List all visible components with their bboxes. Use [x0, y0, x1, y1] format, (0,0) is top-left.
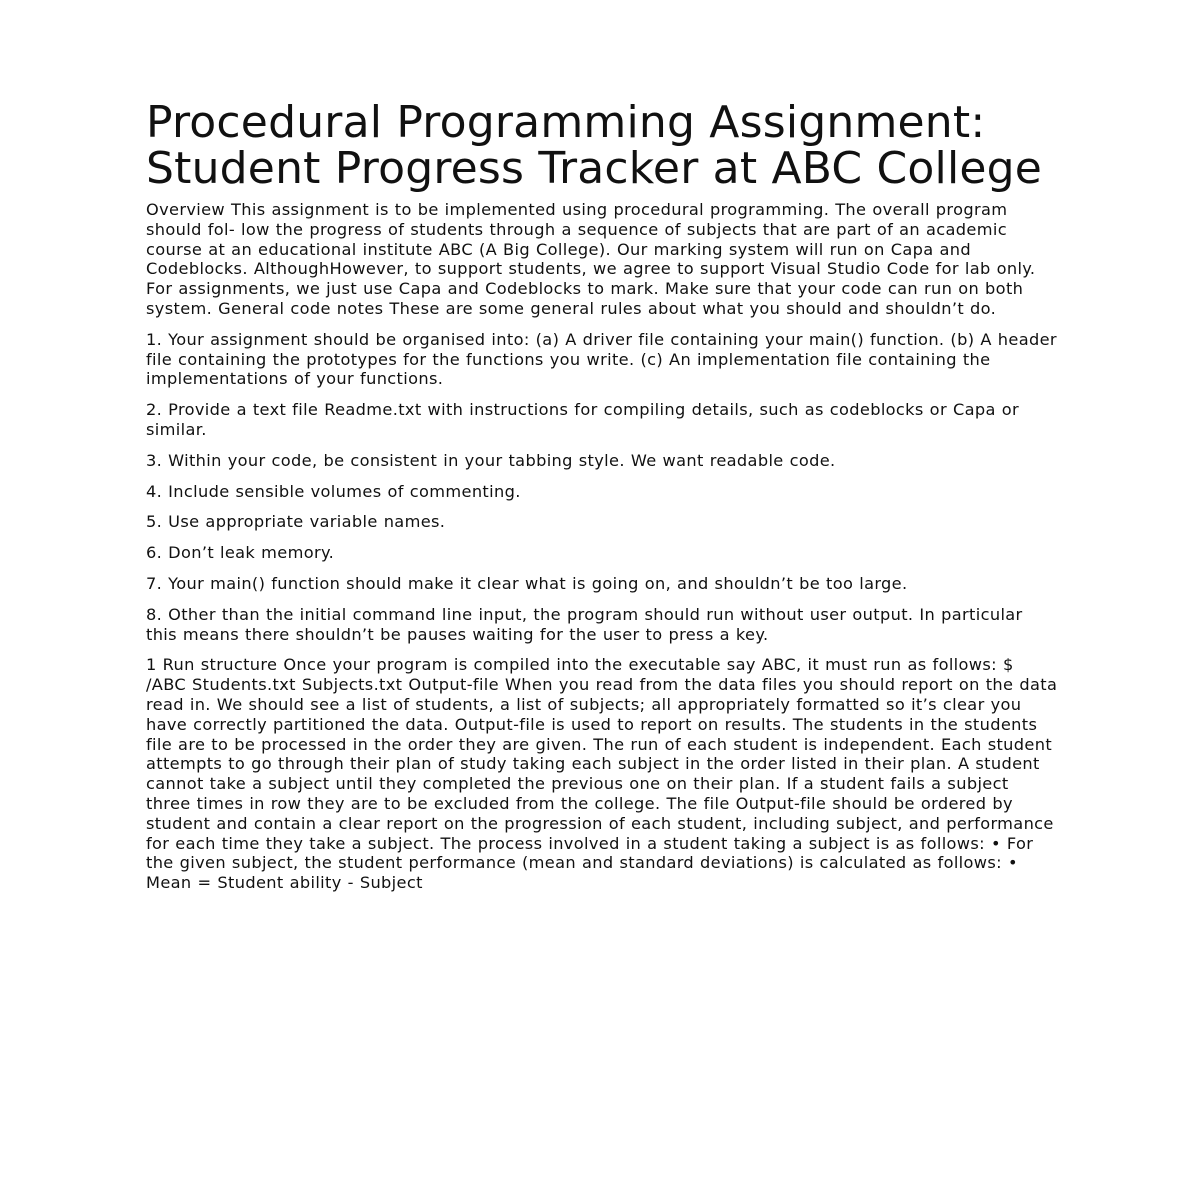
paragraph-rule-6: 6. Don’t leak memory. [146, 543, 335, 563]
document-title: Procedural Programming Assignment: Student Progress Tracker at ABC College [146, 97, 1043, 194]
document-page [146, 97, 1058, 904]
paragraph-rule-2: 2. Provide a text file Readme.txt with instructions for compiling details, such as codeblocks or Capa or similar. [146, 400, 1020, 439]
paragraph-rule-3: 3. Within your code, be consistent in your tabbing style. We want readable code. [146, 450, 836, 470]
paragraph-run-structure: 1 Run structure Once your program is compiled into the executable say ABC, it must run as follows: $ /ABC Students.txt Subjects.txt Output-file When you read from the data files you should report on the data read in. We should see a list of students, a list of subjects; all appropriately formatted so it’s clear you have correctly partitioned the data. Output-file is used to report on results. The students in the students file are to be processed in the order they are given. The run of each student is independent. Each student attempts to go through their plan of study taking each subject in the order listed in their plan. A student cannot take a subject until they completed the previous one on their plan. If a student fails a subject three times in row they are to be excluded from the college. The file Output-file should be ordered by student and contain a clear report on the progression of each student, including subject, and performance for each time they take a subject. The process involved in a student taking a subject is as follows: • For the given subject, the student performance (mean and standard deviations) is calculated as follows: • Mean = Student ability - Subject [146, 655, 1058, 893]
paragraph-rule-7: 7. Your main() function should make it clear what is going on, and shouldn’t be too large. [146, 573, 908, 593]
paragraph-rule-8: 8. Other than the initial command line input, the program should run without user output. In particular this means there shouldn’t be pauses waiting for the user to press a key. [146, 604, 1023, 644]
paragraph-rule-5: 5. Use appropriate variable names. [146, 512, 446, 532]
paragraph-rule-4: 4. Include sensible volumes of commenting. [146, 481, 521, 501]
paragraph-overview: Overview This assignment is to be implemented using procedural programming. The overall program should fol- low the progress of students through a sequence of subjects that are part of an academic course at an educational institute ABC (A Big College). Our marking system will run on Capa and Codeblocks. AlthoughHowever, to support students, we agree to support Visual Studio Code for lab only. For assignments, we just use Capa and Codeblocks to mark. Make sure that your code can run on both system. General code notes These are some general rules about what you should and shouldn’t do. [146, 200, 1036, 318]
paragraph-rule-1: 1. Your assignment should be organised into: (a) A driver file containing your main() function. (b) A header file containing the prototypes for the functions you write. (c) An implementation file containing the implementations of your functions. [146, 329, 1057, 389]
